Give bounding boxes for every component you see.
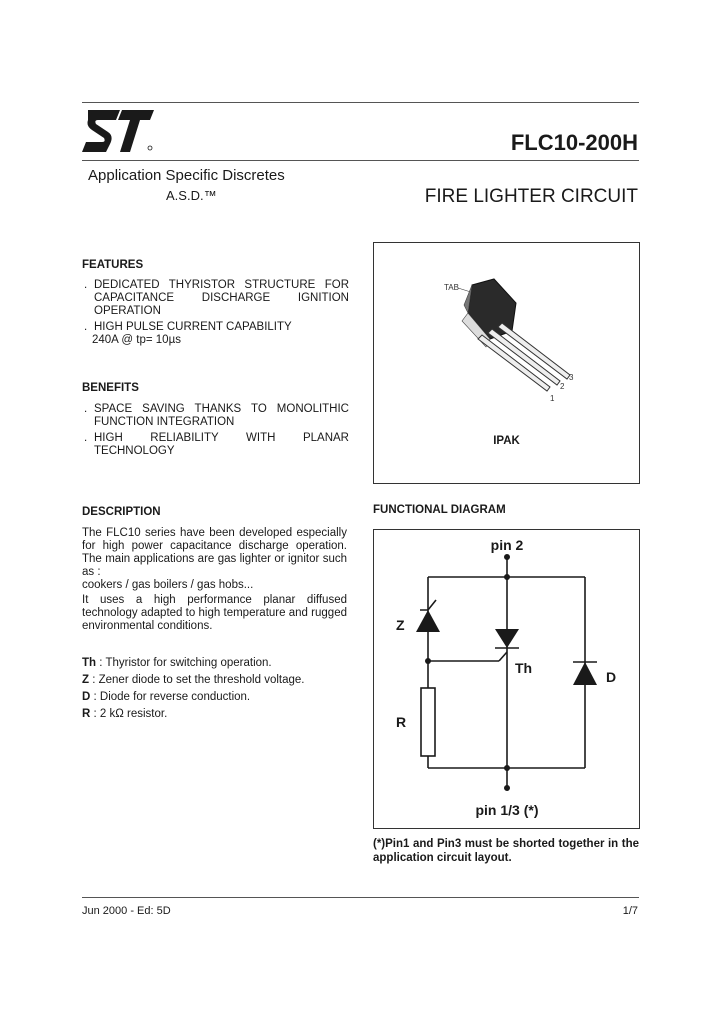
functional-diagram-box bbox=[373, 529, 640, 829]
description-para1b: cookers / gas boilers / gas hobs... bbox=[82, 579, 254, 591]
features-heading: FEATURES bbox=[82, 259, 144, 271]
def-text: : Diode for reverse conduction. bbox=[90, 691, 251, 703]
pin-label-3: 3 bbox=[569, 373, 574, 382]
subtitle-line2: A.S.D.™ bbox=[166, 188, 217, 203]
r-label: R bbox=[396, 714, 407, 730]
def-d bbox=[82, 691, 347, 704]
def-r bbox=[82, 708, 347, 721]
st-logo bbox=[82, 108, 154, 154]
description-heading: DESCRIPTION bbox=[82, 506, 161, 518]
th-label: Th bbox=[515, 660, 533, 676]
def-text: : 2 kΩ resistor. bbox=[90, 708, 168, 720]
feature-item bbox=[82, 279, 349, 318]
zener-diode-z bbox=[416, 610, 440, 632]
benefits-heading: BENEFITS bbox=[82, 382, 139, 394]
functional-diagram-heading: FUNCTIONAL DIAGRAM bbox=[373, 504, 506, 516]
bullet-dot: . bbox=[84, 432, 88, 444]
benefits-list bbox=[82, 403, 349, 458]
feature-text: HIGH PULSE CURRENT CAPABILITY bbox=[94, 321, 292, 333]
diode-d bbox=[573, 662, 597, 685]
footer-page-number: 1/7 bbox=[622, 905, 638, 917]
circuit-schematic bbox=[374, 530, 639, 828]
part-number: FLC10-200H bbox=[510, 130, 638, 155]
def-text: : Zener diode to set the threshold voltage. bbox=[89, 674, 305, 686]
benefit-item bbox=[82, 403, 349, 429]
component-definitions bbox=[82, 657, 347, 725]
def-z bbox=[82, 674, 347, 687]
def-term: Z bbox=[82, 674, 90, 686]
diagram-note: (*)Pin1 and Pin3 must be shorted together in the application circuit layout. bbox=[373, 838, 639, 864]
benefit-item bbox=[82, 432, 349, 458]
product-title: FIRE LIGHTER CIRCUIT bbox=[424, 186, 638, 207]
subtitle-line1: Application Specific Discretes bbox=[88, 167, 285, 184]
pin-label-2: 2 bbox=[560, 382, 565, 391]
tab-label: TAB bbox=[444, 283, 459, 292]
footer-date-edition: Jun 2000 - Ed: 5D bbox=[82, 905, 171, 917]
d-label: D bbox=[606, 669, 617, 685]
pin13-label: pin 1/3 (*) bbox=[475, 802, 539, 818]
thyristor-th bbox=[495, 629, 519, 648]
def-th bbox=[82, 657, 347, 670]
bullet-dot: . bbox=[84, 279, 88, 291]
package-box bbox=[373, 242, 640, 484]
bullet-dot: . bbox=[84, 321, 88, 333]
bullet-dot: . bbox=[84, 403, 88, 415]
benefit-text: SPACE SAVING THANKS TO MONOLITHIC FUNCTION INTEGRATION bbox=[94, 403, 349, 428]
package-name: IPAK bbox=[493, 435, 520, 447]
feature-text: DEDICATED THYRISTOR STRUCTURE FOR CAPACITANCE DISCHARGE IGNITION OPERATION bbox=[94, 279, 349, 317]
header-rule bbox=[82, 160, 639, 161]
def-term: Th bbox=[82, 657, 97, 669]
feature-item bbox=[82, 321, 349, 347]
def-term: D bbox=[82, 691, 91, 703]
resistor-r bbox=[421, 688, 435, 756]
def-term: R bbox=[82, 708, 91, 720]
z-label: Z bbox=[396, 617, 405, 633]
benefit-text: HIGH RELIABILITY WITH PLANAR TECHNOLOGY bbox=[94, 432, 349, 457]
feature-subtext: 240A @ tp= 10µs bbox=[92, 334, 181, 346]
description-para1: The FLC10 series have been developed especially for high power capacitance discharge operation. The main applications are gas lighter or ignitor such as : bbox=[82, 527, 347, 578]
top-rule bbox=[82, 102, 639, 103]
features-list bbox=[82, 279, 349, 347]
def-text: : Thyristor for switching operation. bbox=[96, 657, 272, 669]
footer-rule bbox=[82, 897, 639, 898]
pin2-label: pin 2 bbox=[490, 537, 524, 553]
pin-label-1: 1 bbox=[550, 394, 555, 403]
description-body bbox=[82, 527, 347, 633]
description-para2: It uses a high performance planar diffused technology adapted to high temperature and rugged environmental conditions. bbox=[82, 594, 347, 632]
ipak-package-drawing bbox=[374, 243, 639, 423]
